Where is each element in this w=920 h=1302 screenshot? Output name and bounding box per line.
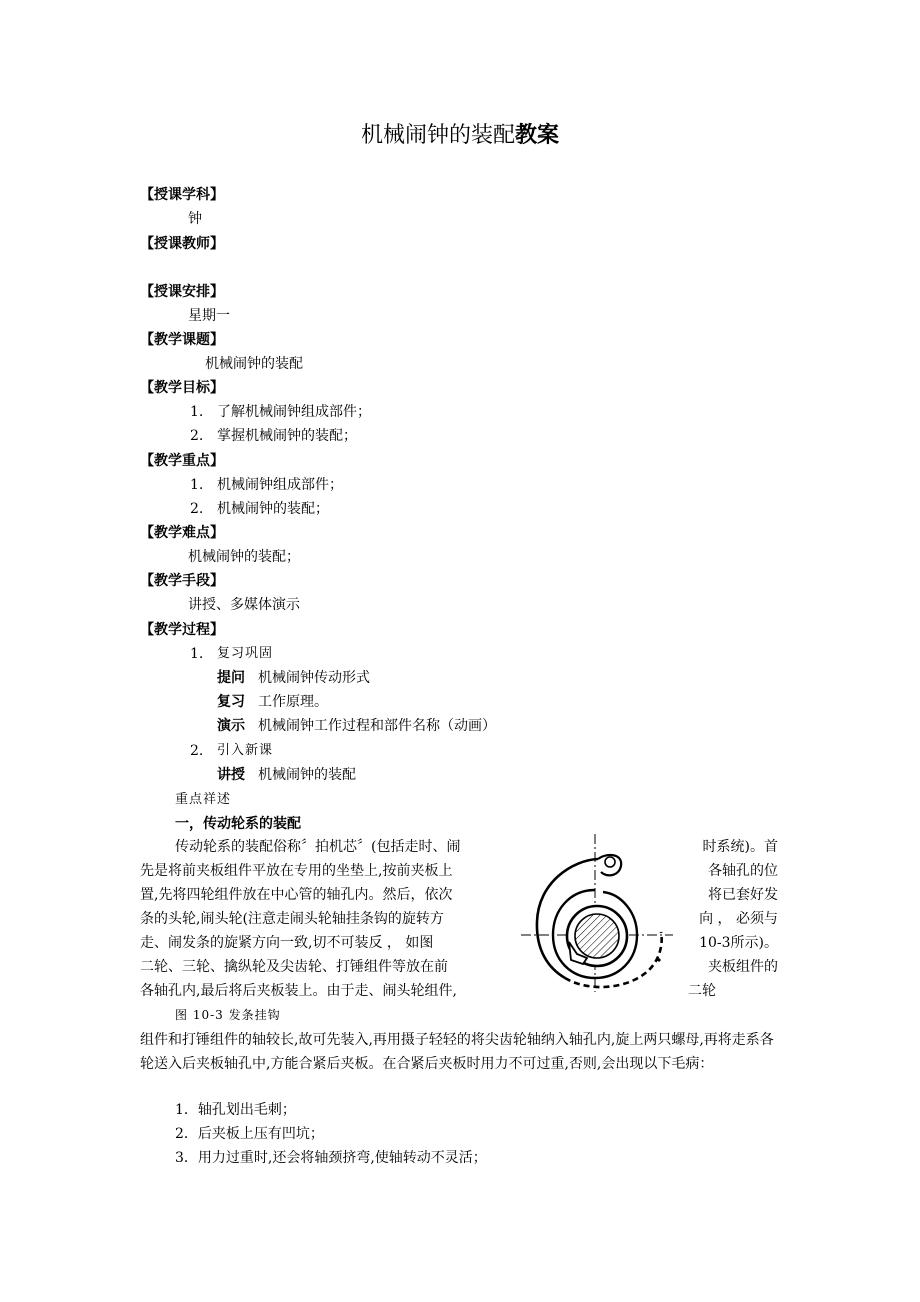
wrap-left-line-1: 传动轮系的装配俗称〞拍机芯〞(包括走时、闹 xyxy=(175,839,461,855)
section-means-value: 讲授、多媒体演示 xyxy=(188,597,300,613)
section-key-label: 【教学重点】 xyxy=(140,453,224,469)
wrap-right-line-2: 各轴孔的位 xyxy=(708,863,778,879)
section-heading: 一，传动轮系的装配 xyxy=(175,816,301,832)
section-means-label: 【教学手段】 xyxy=(140,573,224,589)
step1-sub-2-tag: 复习 xyxy=(217,694,245,710)
section-goals-label: 【教学目标】 xyxy=(140,380,224,396)
key-item-1-num: 1. xyxy=(190,477,204,493)
process-step-1-num: 1. xyxy=(190,646,204,662)
wrap-right-line-7: 二轮 xyxy=(688,983,716,999)
wrap-left-line-3: 置,先将四轮组件放在中心管的轴孔内。然后，依次 xyxy=(140,887,453,903)
step1-sub-3-tag: 演示 xyxy=(217,718,245,734)
key-item-2-text: 机械闹钟的装配； xyxy=(217,501,329,517)
step2-sub-1-tag: 讲授 xyxy=(217,767,245,783)
section-schedule-label: 【授课安排】 xyxy=(140,284,224,300)
detail-heading: 重点祥述 xyxy=(175,792,232,807)
wrap-left-line-2: 先是将前夹板组件平放在专用的坐垫上,按前夹板上 xyxy=(140,863,453,879)
issue-item-2: 2．后夹板上压有凹坑； xyxy=(175,1126,324,1142)
step2-sub-1-text: 机械闹钟的装配 xyxy=(258,767,356,783)
wrap-left-line-5: 走、闹发条的旋紧方向一致,切不可装反 ， 如图 xyxy=(140,935,434,951)
process-step-1-title: 复习巩固 xyxy=(217,646,274,661)
step1-sub-1-text: 机械闹钟传动形式 xyxy=(258,670,370,686)
wrap-left-line-4: 条的头轮,闹头轮(注意走闹头轮轴挂条钩的旋转方 xyxy=(140,911,444,927)
figure-mainspring-hook xyxy=(513,832,681,994)
step1-sub-1-tag: 提问 xyxy=(217,670,245,686)
title-regular: 机械闹钟的装配 xyxy=(360,123,515,148)
page-title xyxy=(0,118,920,153)
section-teacher-label: 【授课教师】 xyxy=(140,236,224,252)
title-bold: 教案 xyxy=(515,122,560,148)
section-subject-label: 【授课学科】 xyxy=(140,187,224,203)
process-step-2-num: 2. xyxy=(190,743,204,759)
wrap-left-line-7: 各轴孔内,最后将后夹板装上。由于走、闹头轮组件, xyxy=(140,983,457,999)
key-item-1-text: 机械闹钟组成部件； xyxy=(217,477,343,493)
section-subject-value: 钟 xyxy=(188,211,202,227)
goal-item-1-text: 了解机械闹钟组成部件； xyxy=(217,404,371,420)
section-topic-value: 机械闹钟的装配 xyxy=(205,356,303,372)
key-item-2-num: 2. xyxy=(190,501,204,517)
goal-item-2-num: 2. xyxy=(190,428,204,444)
wrap-right-line-5: 10-3所示)。 xyxy=(699,935,778,951)
body-paragraph: 组件和打锤组件的轴较长,故可先装入,再用摄子轻轻的将尖齿轮轴纳入轴孔内,旋上两只螺母,再将走系各轮送入后夹板轴孔中,方能合紧后夹板。在合紧后夹板时用力不可过重,否则,会出现以下毛病： xyxy=(140,1032,774,1072)
section-difficulty-value: 机械闹钟的装配； xyxy=(188,549,300,565)
section-difficulty-label: 【教学难点】 xyxy=(140,525,224,541)
step1-sub-3-text: 机械闹钟工作过程和部件名称（动画） xyxy=(258,718,496,734)
wrap-right-line-1: 时系统)。首 xyxy=(702,839,778,855)
issue-item-1: 1．轴孔划出毛刺； xyxy=(175,1102,296,1118)
process-step-2-title: 引入新课 xyxy=(217,743,274,758)
section-topic-label: 【教学课题】 xyxy=(140,332,224,348)
wrap-right-line-4: 向 ， 必须与 xyxy=(699,911,778,927)
wrap-right-line-6: 夹板组件的 xyxy=(708,959,778,975)
step1-sub-2-text: 工作原理。 xyxy=(258,694,328,710)
section-schedule-value: 星期一 xyxy=(188,308,230,324)
section-process-label: 【教学过程】 xyxy=(140,622,224,638)
goal-item-2-text: 掌握机械闹钟的装配； xyxy=(217,428,357,444)
goal-item-1-num: 1. xyxy=(190,404,204,420)
figure-caption: 图 10-3 发条挂钩 xyxy=(175,1008,281,1022)
mainspring-hook-diagram xyxy=(513,832,681,994)
wrap-left-line-6: 二轮、三轮、擒纵轮及尖齿轮、打锤组件等放在前 xyxy=(140,959,448,975)
issue-item-3: 3．用力过重时,还会将轴颈挤弯,使轴转动不灵活； xyxy=(175,1150,487,1166)
wrap-right-line-3: 将已套好发 xyxy=(708,887,778,903)
